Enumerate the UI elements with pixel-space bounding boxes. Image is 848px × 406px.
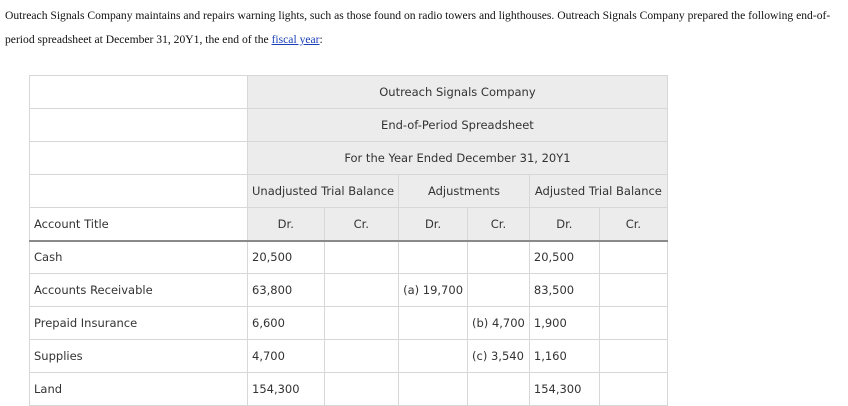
account-title-cell: Accounts Receivable bbox=[30, 274, 248, 307]
intro-line-2-suffix: : bbox=[319, 33, 323, 46]
header-blank-cell bbox=[30, 175, 248, 208]
adjustments-cr-header: Cr. bbox=[468, 208, 530, 241]
adjustments-cr-cell bbox=[468, 373, 530, 406]
table-row bbox=[30, 274, 668, 307]
adjustments-dr-cell bbox=[399, 241, 468, 274]
problem-intro bbox=[5, 4, 848, 52]
unadjusted-cr-cell bbox=[324, 241, 399, 274]
intro-line-2-prefix: period spreadsheet at December 31, 20Y1, the end of the bbox=[5, 33, 272, 46]
table-row bbox=[30, 307, 668, 340]
adjusted-trial-balance-header: Adjusted Trial Balance bbox=[529, 175, 667, 208]
unadjusted-cr-cell bbox=[324, 307, 399, 340]
adjusted-cr-cell bbox=[599, 274, 667, 307]
unadjusted-dr-cell: 63,800 bbox=[248, 274, 325, 307]
account-title-cell: Supplies bbox=[30, 340, 248, 373]
header-blank-cell bbox=[30, 142, 248, 175]
account-title-cell: Land bbox=[30, 373, 248, 406]
adjustments-header: Adjustments bbox=[399, 175, 530, 208]
account-title-cell: Cash bbox=[30, 241, 248, 274]
adjusted-cr-header: Cr. bbox=[599, 208, 667, 241]
adjusted-dr-cell: 83,500 bbox=[529, 274, 599, 307]
header-row-report bbox=[30, 109, 668, 142]
header-row-company bbox=[30, 76, 668, 109]
adjustments-dr-cell bbox=[399, 340, 468, 373]
company-name: Outreach Signals Company bbox=[248, 76, 668, 109]
adjustments-dr-cell bbox=[399, 373, 468, 406]
unadjusted-dr-cell: 20,500 bbox=[248, 241, 325, 274]
report-period: For the Year Ended December 31, 20Y1 bbox=[248, 142, 668, 175]
account-title-header: Account Title bbox=[30, 208, 248, 241]
adjustments-cr-cell bbox=[468, 241, 530, 274]
adjustments-dr-cell: (a) 19,700 bbox=[399, 274, 468, 307]
unadjusted-dr-header: Dr. bbox=[248, 208, 325, 241]
account-title-cell: Prepaid Insurance bbox=[30, 307, 248, 340]
unadjusted-dr-cell: 4,700 bbox=[248, 340, 325, 373]
adjusted-cr-cell bbox=[599, 307, 667, 340]
spreadsheet-table bbox=[29, 75, 668, 406]
unadjusted-cr-cell bbox=[324, 274, 399, 307]
table-row bbox=[30, 373, 668, 406]
unadjusted-cr-header: Cr. bbox=[324, 208, 399, 241]
adjusted-dr-header: Dr. bbox=[529, 208, 599, 241]
adjusted-cr-cell bbox=[599, 373, 667, 406]
adjustments-cr-cell: (b) 4,700 bbox=[468, 307, 530, 340]
header-blank-cell bbox=[30, 76, 248, 109]
unadjusted-dr-cell: 154,300 bbox=[248, 373, 325, 406]
adjusted-cr-cell bbox=[599, 241, 667, 274]
header-blank-cell bbox=[30, 109, 248, 142]
report-title: End-of-Period Spreadsheet bbox=[248, 109, 668, 142]
adjusted-cr-cell bbox=[599, 340, 667, 373]
adjustments-dr-cell bbox=[399, 307, 468, 340]
intro-line-1: Outreach Signals Company maintains and repairs warning lights, such as those found on radio towers and lighthouses. Outreach Signals Company prepared the following end-of- bbox=[5, 9, 831, 22]
unadjusted-cr-cell bbox=[324, 340, 399, 373]
adjustments-cr-cell: (c) 3,540 bbox=[468, 340, 530, 373]
adjusted-dr-cell: 154,300 bbox=[529, 373, 599, 406]
header-row-period bbox=[30, 142, 668, 175]
adjustments-cr-cell bbox=[468, 274, 530, 307]
table-row bbox=[30, 241, 668, 274]
adjusted-dr-cell: 20,500 bbox=[529, 241, 599, 274]
intro-line-2 bbox=[5, 28, 848, 52]
column-header-row bbox=[30, 208, 668, 241]
header-row-groups bbox=[30, 175, 668, 208]
unadjusted-dr-cell: 6,600 bbox=[248, 307, 325, 340]
adjustments-dr-header: Dr. bbox=[399, 208, 468, 241]
unadjusted-trial-balance-header: Unadjusted Trial Balance bbox=[248, 175, 399, 208]
unadjusted-cr-cell bbox=[324, 373, 399, 406]
table-row bbox=[30, 340, 668, 373]
adjusted-dr-cell: 1,900 bbox=[529, 307, 599, 340]
adjusted-dr-cell: 1,160 bbox=[529, 340, 599, 373]
fiscal-year-link[interactable]: fiscal year bbox=[271, 33, 320, 46]
